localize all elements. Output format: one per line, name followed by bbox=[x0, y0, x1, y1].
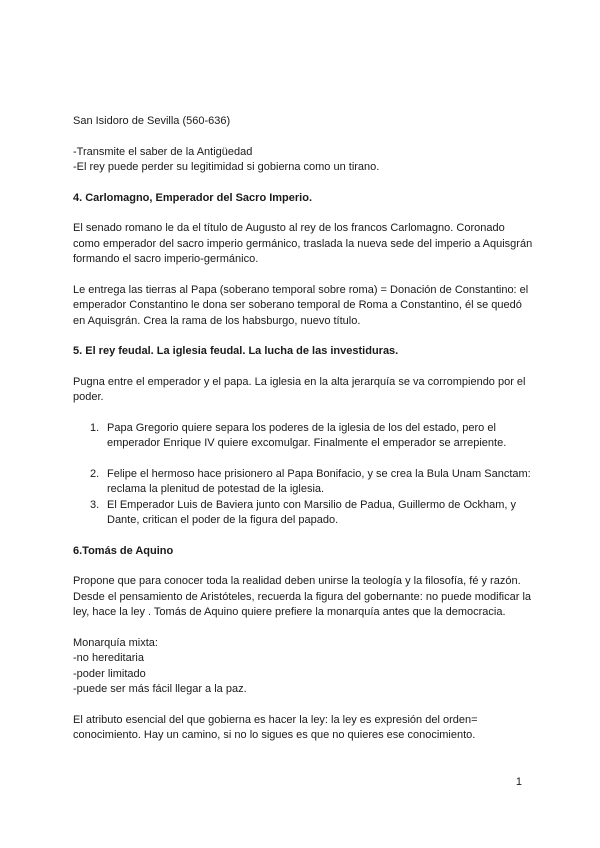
paragraph: Pugna entre el emperador y el papa. La iglesia en la alta jerarquía se va corrompiendo por el poder. bbox=[73, 375, 526, 403]
numbered-list bbox=[73, 421, 533, 529]
monarquia-point: -poder limitado bbox=[73, 667, 146, 680]
list-number: 3. bbox=[90, 498, 100, 511]
monarquia-point: -no hereditaria bbox=[73, 652, 144, 664]
intro-point: -El rey puede perder su legitimidad si gobierna como un tirano. bbox=[73, 161, 380, 173]
paragraph: Le entrega las tierras al Papa (soberano temporal sobre roma) = Donación de Constantino: el emperador Constantino le dona ser soberano temporal de Roma a Constantino, él se quedó en Aquisgrán. Crea la rama de los habsburgo, nuevo título. bbox=[73, 283, 529, 327]
list-item bbox=[73, 498, 533, 529]
list-text: El Emperador Luis de Baviera junto con Marsilio de Padua, Guillermo de Ockham, y Dante, critican el poder de la figura del papado. bbox=[107, 498, 517, 526]
section-heading: 5. El rey feudal. La iglesia feudal. La lucha de las investiduras. bbox=[73, 345, 399, 357]
monarquia-title: Monarquía mixta: bbox=[73, 636, 158, 649]
monarquia-point: -puede ser más fácil llegar a la paz. bbox=[73, 683, 247, 695]
section-heading: 4. Carlomagno, Emperador del Sacro Imperio. bbox=[73, 191, 313, 204]
document-page bbox=[73, 114, 533, 744]
list-item bbox=[73, 467, 533, 498]
section-heading: 6.Tomás de Aquino bbox=[73, 544, 174, 557]
list-number: 1. bbox=[90, 421, 100, 434]
paragraph: El senado romano le da el título de Augusto al rey de los francos Carlomagno. Coronado como emperador del sacro imperio germánico, traslada la nueva sede del imperio a Aquisgrán formando el sacro imperio-germánico. bbox=[73, 222, 533, 265]
intro-point: -Transmite el saber de la Antigüedad bbox=[73, 145, 253, 158]
list-number: 2. bbox=[90, 467, 100, 480]
paragraph: El atributo esencial del que gobierna es hacer la ley: la ley es expresión del orden= conocimiento. Hay un camino, si no lo sigues es que no quieres ese conocimiento. bbox=[73, 713, 478, 741]
list-text: Papa Gregorio quiere separa los poderes de la iglesia de los del estado, pero el emperador Enrique IV quiere excomulgar. Finalmente el emperador se arrepiente. bbox=[107, 421, 507, 449]
paragraph: Propone que para conocer toda la realidad deben unirse la teología y la filosofía, fé y razón. Desde el pensamiento de Aristóteles, recuerda la figura del gobernante: no puede modificar la ley, hace la ley . Tomás de Aquino quiere prefiere la monarquía antes que la democracia. bbox=[73, 575, 532, 618]
list-item bbox=[73, 421, 533, 452]
intro-title: San Isidoro de Sevilla (560-636) bbox=[73, 115, 231, 127]
page-number: 1 bbox=[515, 776, 522, 788]
list-text: Felipe el hermoso hace prisionero al Papa Bonifacio, y se crea la Bula Unam Sanctam: reclama la plenitud de potestad de la iglesia. bbox=[107, 467, 531, 495]
